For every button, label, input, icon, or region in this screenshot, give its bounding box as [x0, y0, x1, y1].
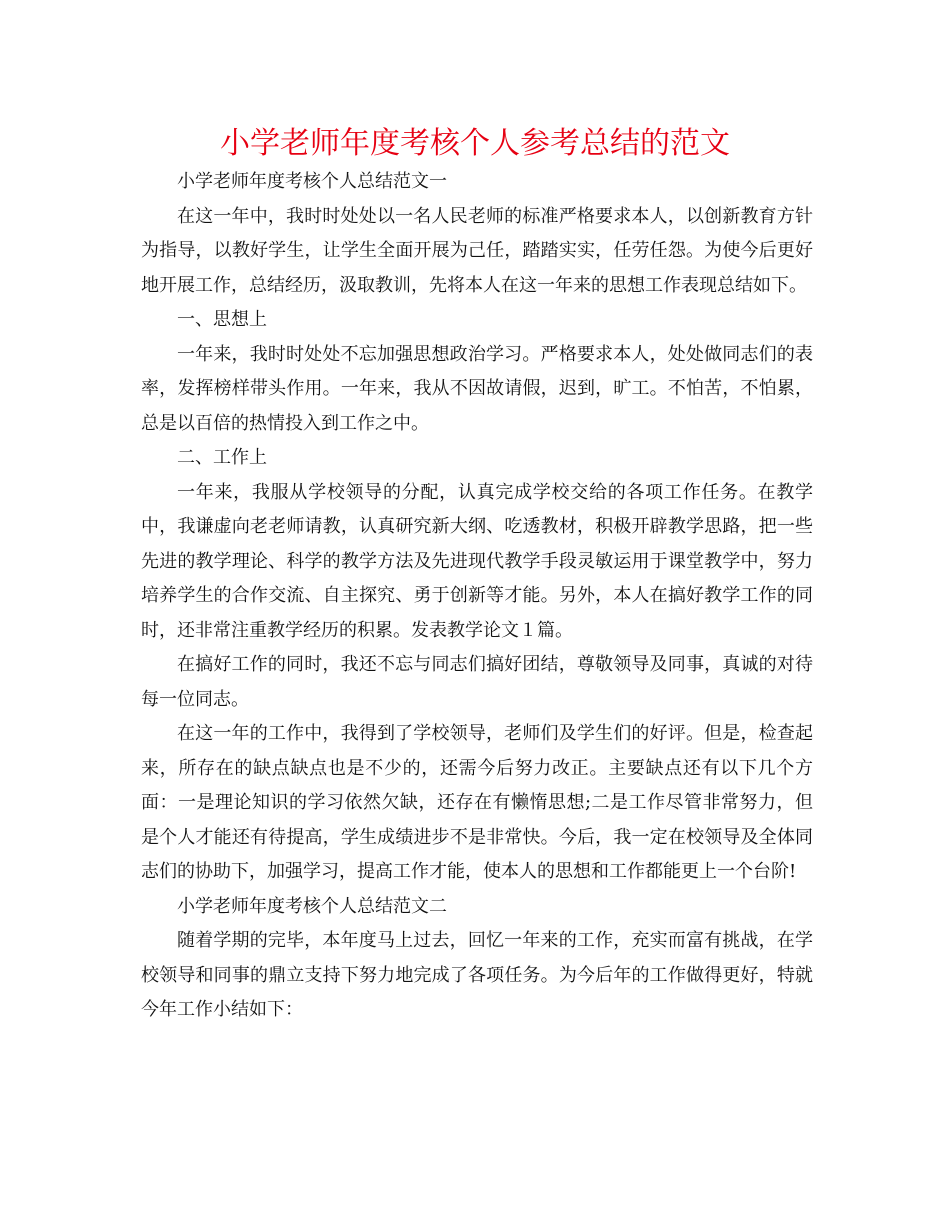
paragraph-unity: 在搞好工作的同时，我还不忘与同志们搞好团结，尊敬领导及同事，真诚的对待每一位同志。 [141, 654, 813, 710]
paragraph-work: 一年来，我服从学校领导的分配，认真完成学校交给的各项工作任务。在教学中，我谦虚向老老师请教，认真研究新大纲、吃透教材，积极开辟教学思路，把一些先进的教学理论、科学的教学方法及先进现代教学手段灵敏运用于课堂教学中，努力培养学生的合作交流、自主探究、勇于创新等才能。另外，本人在搞好教学工作的同时，还非常注重教学经历的积累。发表教学论文１篇。 [141, 481, 813, 641]
document-body [141, 165, 813, 1028]
paragraph-ideology: 一年来，我时时处处不忘加强思想政治学习。严格要求本人，处处做同志们的表率，发挥榜样带头作用。一年来，我从不因故请假，迟到，旷工。不怕苦，不怕累，总是以百倍的热情投入到工作之中。 [141, 343, 813, 434]
paragraph-shortcomings: 在这一年的工作中，我得到了学校领导，老师们及学生们的好评。但是，检查起来，所存在的缺点缺点也是不少的，还需今后努力改正。主要缺点还有以下几个方面：一是理论知识的学习依然欠缺，还存在有懒惰思想;二是工作尽管非常努力，但是个人才能还有待提高，学生成绩进步不是非常快。今后，我一定在校领导及全体同志们的协助下，加强学习，提高工作才能，使本人的思想和工作都能更上一个台阶! [141, 723, 813, 882]
section-heading-ideology: 一、思想上 [177, 309, 267, 330]
section-heading-essay-two: 小学老师年度考核个人总结范文二 [177, 895, 447, 917]
section-heading-essay-one: 小学老师年度考核个人总结范文一 [177, 171, 447, 192]
paragraph-essay-two-intro: 随着学期的完毕，本年度马上过去，回忆一年来的工作，充实而富有挑战，在学校领导和同事的鼎立支持下努力地完成了各项任务。为今后年的工作做得更好，特就今年工作小结如下： [141, 930, 813, 1020]
section-heading-work: 二、工作上 [177, 447, 267, 468]
paragraph-intro: 在这一年中，我时时处处以一名人民老师的标准严格要求本人，以创新教育方针为指导，以教好学生，让学生全面开展为己任，踏踏实实，任劳任怨。为使今后更好地开展工作，总结经历，汲取教训，先将本人在这一年来的思想工作表现总结如下。 [141, 205, 813, 296]
document-title: 小学老师年度考核个人参考总结的范文 [220, 126, 730, 161]
